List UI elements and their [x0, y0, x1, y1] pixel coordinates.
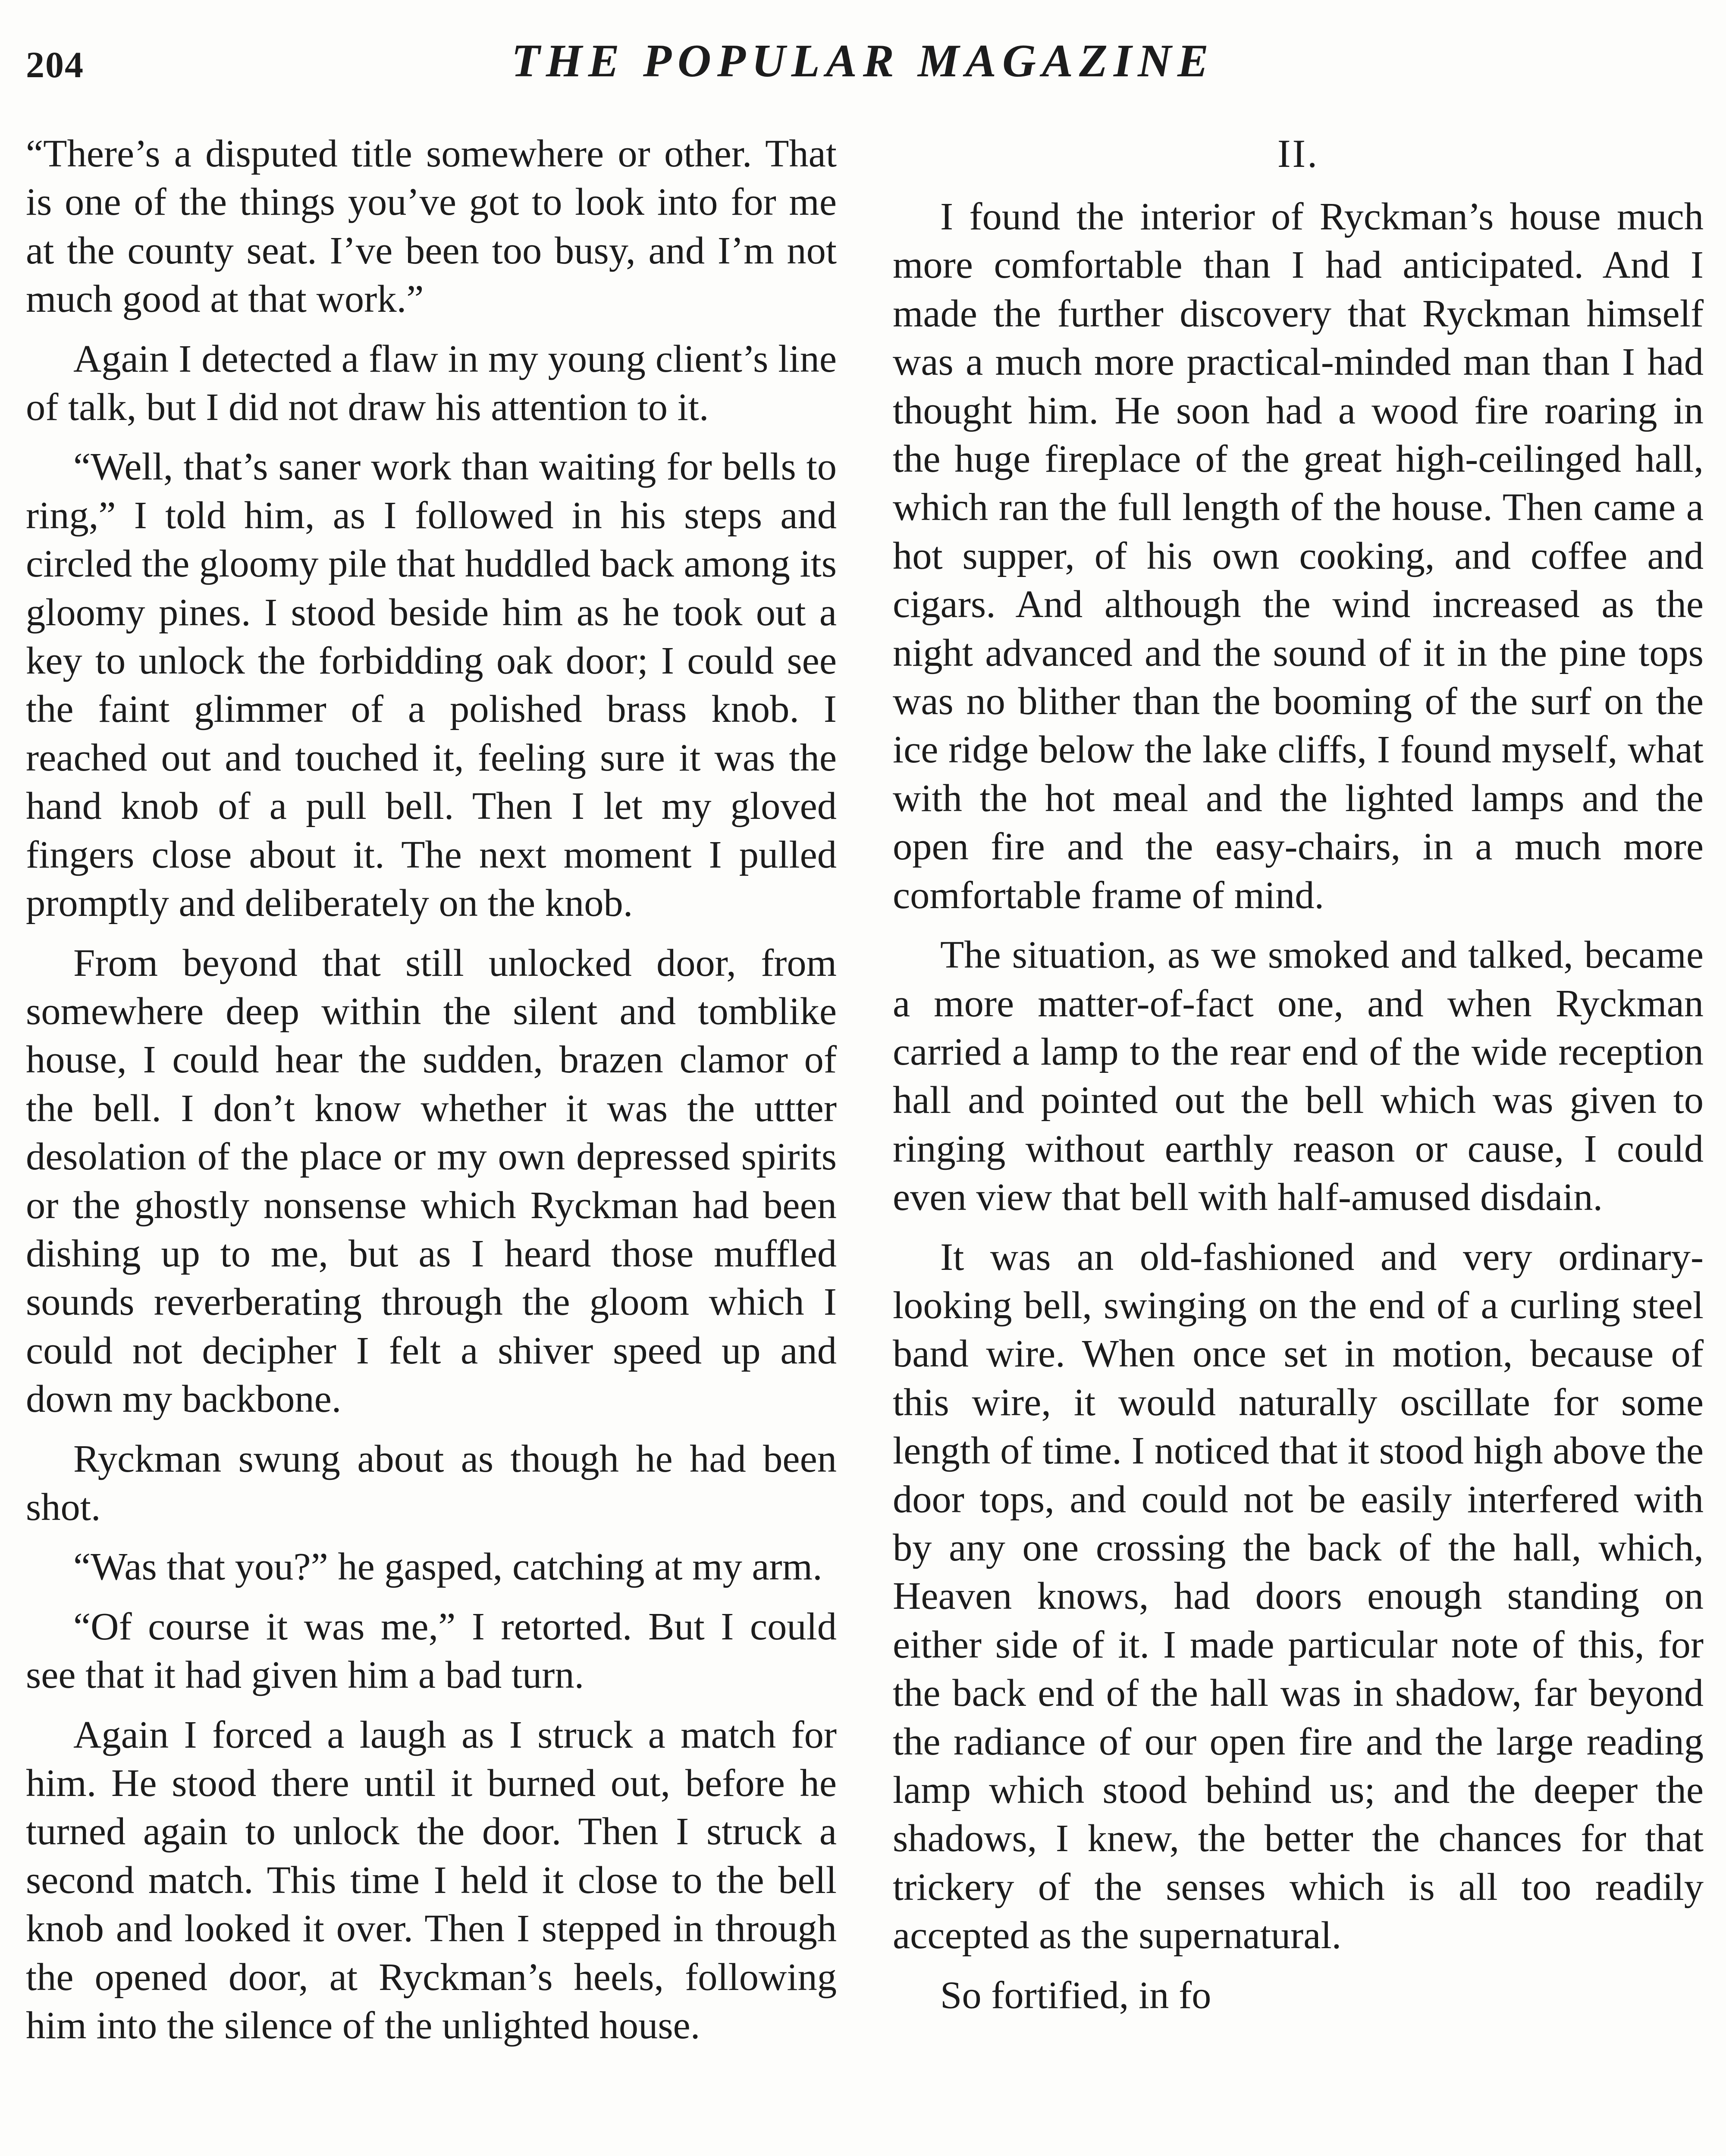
- paragraph: “Of course it was me,” I retorted. But I could see that it had given him a bad turn.: [26, 1604, 837, 1697]
- paragraph: The situation, as we smoked and talked, became a more matter-of-fact one, and when Ryckman carried a lamp to the rear end of the wide reception hall and pointed out the bell which was given to ringing without earthly reason or cause, I could even view that bell with half-amused disdain.: [893, 933, 1704, 1219]
- section-heading: II.: [1277, 132, 1319, 175]
- paragraph: Again I detected a flaw in my young client’s line of talk, but I did not draw his attention to it.: [26, 336, 837, 429]
- left-column: [26, 129, 837, 2156]
- paragraph: Again I forced a laugh as I struck a match for him. He stood there until it burned out, before he turned again to unlock the door. Then I struck a second match. This time I held it close to the bell knob and looked it over. Then I stepped in through the opened door, at Ryckman’s heels, following him into the silence of the unlighted house.: [26, 1712, 837, 2047]
- paragraph: So fortified, in fo: [940, 1973, 1211, 2017]
- paragraph: “Was that you?” he gasped, catching at my arm.: [73, 1545, 822, 1589]
- paragraph: “Well, that’s saner work than waiting for bells to ring,” I told him, as I followed in his steps and circled the gloomy pile that huddled back among its gloomy pines. I stood beside him as he took out a key to unlock the forbidding oak door; I could see the faint glimmer of a polished brass knob. I reached out and touched it, feeling sure it was the hand knob of a pull bell. Then I let my gloved fingers close about it. The next moment I pulled promptly and deliberately on the knob.: [26, 445, 837, 925]
- paragraph: “There’s a disputed title somewhere or other. That is one of the things you’ve got to look into for me at the county seat. I’ve been too busy, and I’m not much good at that work.”: [26, 132, 837, 321]
- running-head: [17, 26, 1709, 99]
- paragraph: From beyond that still unlocked door, from somewhere deep within the silent and tomblike house, I could hear the sudden, brazen clamor of the bell. I don’t know whether it was the uttter desolation of the place or my own depressed spirits or the ghostly nonsense which Ryckman had been dishing up to me, but as I heard those muffled sounds reverberating through the gloom which I could not decipher I felt a shiver speed up and down my backbone.: [26, 940, 837, 1421]
- text-columns: [26, 129, 1704, 2156]
- page-number: 204: [26, 44, 84, 85]
- magazine-title: THE POPULAR MAGAZINE: [511, 35, 1215, 87]
- right-column: [893, 129, 1704, 2156]
- paragraph: I found the interior of Ryckman’s house much more comfortable than I had anticipated. And I made the further discovery that Ryckman himself was a much more practical-minded man than I had thought him. He soon had a wood fire roaring in the huge fireplace of the great high-ceilinged hall, which ran the full length of the house. Then came a hot supper, of his own cooking, and coffee and cigars. And although the wind increased as the night advanced and the sound of it in the pine tops was no blither than the booming of the surf on the ice ridge below the lake cliffs, I found myself, what with the hot meal and the lighted lamps and the open fire and the easy-chairs, in a much more comfortable frame of mind.: [893, 194, 1704, 917]
- paragraph: It was an old-fashioned and very ordinary-looking bell, swinging on the end of a curling steel band wire. When once set in motion, because of this wire, it would naturally oscillate for some length of time. I noticed that it stood high above the door tops, and could not be easily interfered with by any one crossing the back of the hall, which, Heaven knows, had doors enough standing on either side of it. I made particular note of this, for the back end of the hall was in shadow, far beyond the radiance of our open fire and the large reading lamp which stood behind us; and the deeper the shadows, I knew, the better the chances for that trickery of the senses which is all too readily accepted as the supernatural.: [893, 1235, 1704, 1957]
- paragraph: Ryckman swung about as though he had been shot.: [26, 1436, 837, 1529]
